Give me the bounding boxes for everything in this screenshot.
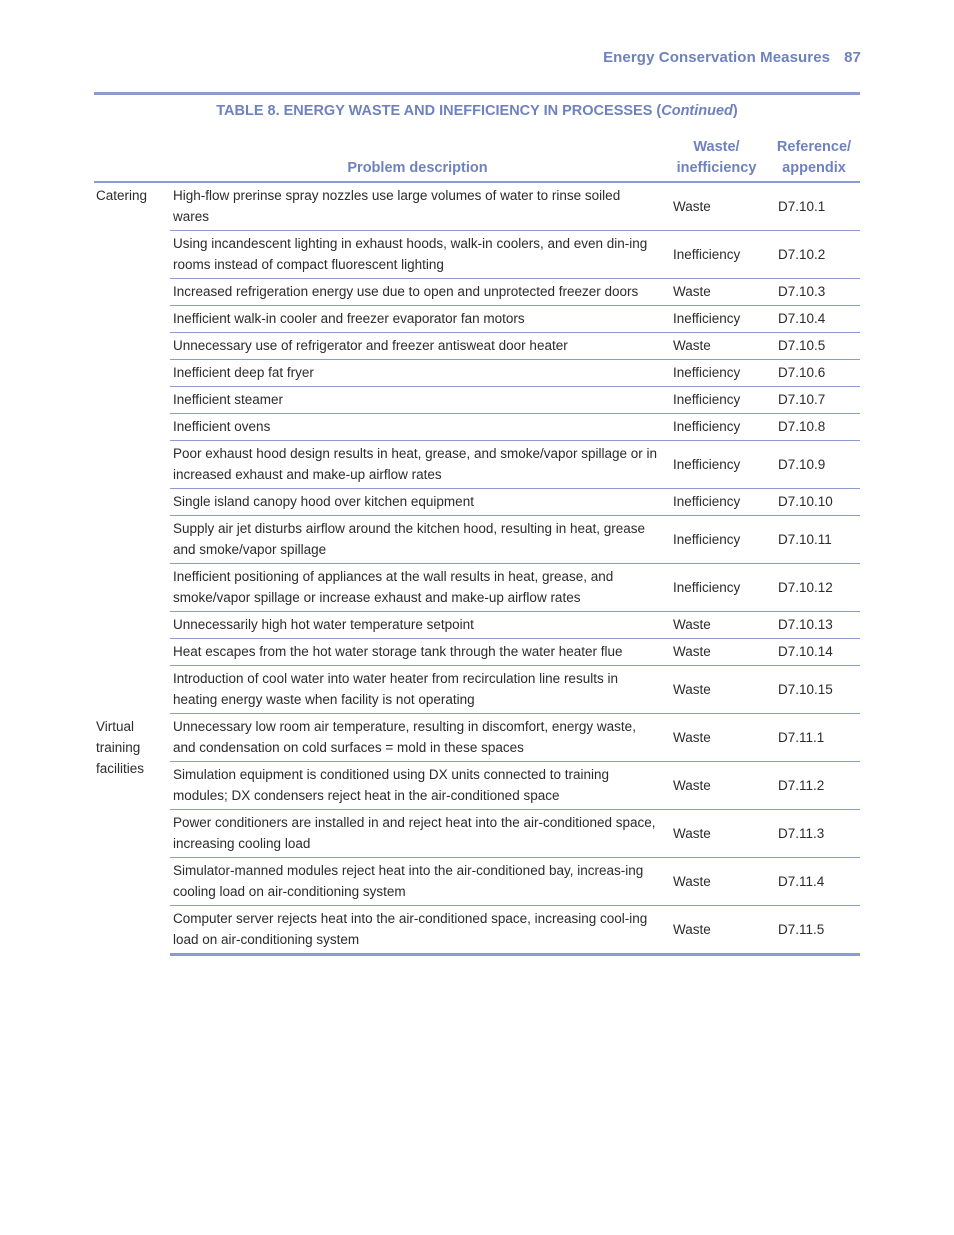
header-problem-description: Problem description: [170, 129, 665, 182]
problem-cell: Simulator-manned modules reject heat into the air-conditioned bay, increas-ing cooling load on air-conditioning system: [170, 858, 665, 906]
table-row: [94, 414, 860, 441]
type-cell: Waste: [665, 639, 768, 666]
reference-cell: D7.10.11: [768, 516, 860, 564]
energy-waste-table: [94, 129, 860, 956]
reference-cell: D7.11.1: [768, 714, 860, 762]
problem-cell: Introduction of cool water into water heater from recirculation line results in heating energy waste when facility is not operating: [170, 666, 665, 714]
reference-cell: D7.11.5: [768, 906, 860, 955]
reference-cell: D7.10.1: [768, 182, 860, 231]
reference-cell: D7.10.5: [768, 333, 860, 360]
reference-cell: D7.11.4: [768, 858, 860, 906]
table-body: [94, 182, 860, 955]
table-top-rule: [94, 92, 860, 95]
type-cell: Inefficiency: [665, 306, 768, 333]
table-row: [94, 279, 860, 306]
reference-cell: D7.10.12: [768, 564, 860, 612]
type-cell: Waste: [665, 810, 768, 858]
table-row: [94, 906, 860, 955]
type-cell: Inefficiency: [665, 231, 768, 279]
problem-cell: Power conditioners are installed in and reject heat into the air-conditioned space, increasing cooling load: [170, 810, 665, 858]
type-cell: Waste: [665, 666, 768, 714]
reference-cell: D7.10.13: [768, 612, 860, 639]
table-row: [94, 666, 860, 714]
problem-cell: Simulation equipment is conditioned using DX units connected to training modules; DX condensers reject heat in the air-conditioned space: [170, 762, 665, 810]
type-cell: Waste: [665, 906, 768, 955]
table-row: [94, 612, 860, 639]
table-row: [94, 810, 860, 858]
header-waste-inefficiency: [665, 129, 768, 182]
page-number: 87: [844, 49, 861, 66]
problem-cell: Inefficient positioning of appliances at the wall results in heat, grease, and smoke/vapor spillage or increase exhaust and make-up airflow rates: [170, 564, 665, 612]
reference-cell: D7.10.6: [768, 360, 860, 387]
table-row: [94, 306, 860, 333]
type-cell: Waste: [665, 612, 768, 639]
reference-cell: D7.10.4: [768, 306, 860, 333]
caption-prefix: TABLE 8. ENERGY WASTE AND INEFFICIENCY IN PROCESSES (: [216, 103, 662, 119]
problem-cell: Inefficient ovens: [170, 414, 665, 441]
running-head-title: Energy Conservation Measures: [603, 49, 831, 66]
reference-cell: D7.10.14: [768, 639, 860, 666]
header-reference-appendix: [768, 129, 860, 182]
reference-cell: D7.10.9: [768, 441, 860, 489]
table-caption: [94, 103, 860, 129]
problem-cell: Inefficient walk-in cooler and freezer evaporator fan motors: [170, 306, 665, 333]
type-cell: Waste: [665, 333, 768, 360]
reference-cell: D7.10.15: [768, 666, 860, 714]
header-ref-line2: appendix: [782, 160, 846, 176]
header-category: [94, 129, 170, 182]
problem-cell: Increased refrigeration energy use due to open and unprotected freezer doors: [170, 279, 665, 306]
problem-cell: Heat escapes from the hot water storage tank through the water heater flue: [170, 639, 665, 666]
type-cell: Inefficiency: [665, 441, 768, 489]
type-cell: Inefficiency: [665, 360, 768, 387]
table-row: [94, 441, 860, 489]
problem-cell: Single island canopy hood over kitchen equipment: [170, 489, 665, 516]
problem-cell: High-flow prerinse spray nozzles use large volumes of water to rinse soiled wares: [170, 182, 665, 231]
table-row: [94, 333, 860, 360]
category-cell: Virtual training facilities: [96, 718, 145, 776]
reference-cell: D7.10.7: [768, 387, 860, 414]
type-cell: Waste: [665, 762, 768, 810]
reference-cell: D7.11.3: [768, 810, 860, 858]
problem-cell: Inefficient deep fat fryer: [170, 360, 665, 387]
reference-cell: D7.10.3: [768, 279, 860, 306]
header-type-line2: inefficiency: [676, 160, 757, 176]
type-cell: Inefficiency: [665, 414, 768, 441]
type-cell: Inefficiency: [665, 489, 768, 516]
type-cell: Waste: [665, 714, 768, 762]
header-type-line1: Waste/: [693, 139, 740, 155]
table-row: [94, 714, 860, 762]
problem-cell: Unnecessary use of refrigerator and freezer antisweat door heater: [170, 333, 665, 360]
table-row: [94, 516, 860, 564]
table-row: [94, 762, 860, 810]
problem-cell: Unnecessary low room air temperature, resulting in discomfort, energy waste, and condensation on cold surfaces = mold in these spaces: [170, 714, 665, 762]
problem-cell: Computer server rejects heat into the air-conditioned space, increasing cool-ing load on air-conditioning system: [170, 906, 665, 955]
type-cell: Inefficiency: [665, 564, 768, 612]
table-row: [94, 360, 860, 387]
caption-suffix: ): [732, 103, 738, 119]
table-row: [94, 387, 860, 414]
table-row: [94, 639, 860, 666]
caption-continued: Continued: [661, 103, 733, 119]
type-cell: Waste: [665, 279, 768, 306]
reference-cell: D7.10.2: [768, 231, 860, 279]
table-row: [94, 182, 860, 231]
type-cell: Waste: [665, 858, 768, 906]
problem-cell: Unnecessarily high hot water temperature setpoint: [170, 612, 665, 639]
table-container: [94, 92, 860, 956]
table-row: [94, 858, 860, 906]
table-row: [94, 231, 860, 279]
table-header-row: [94, 129, 860, 182]
header-ref-line1: Reference/: [776, 139, 852, 155]
reference-cell: D7.10.8: [768, 414, 860, 441]
running-head: [603, 49, 861, 66]
problem-cell: Using incandescent lighting in exhaust hoods, walk-in coolers, and even din-ing rooms instead of compact fluorescent lighting: [170, 231, 665, 279]
type-cell: Inefficiency: [665, 516, 768, 564]
problem-cell: Poor exhaust hood design results in heat, grease, and smoke/vapor spillage or in increased exhaust and make-up airflow rates: [170, 441, 665, 489]
type-cell: Waste: [665, 182, 768, 231]
reference-cell: D7.11.2: [768, 762, 860, 810]
table-row: [94, 489, 860, 516]
reference-cell: D7.10.10: [768, 489, 860, 516]
problem-cell: Supply air jet disturbs airflow around the kitchen hood, resulting in heat, grease and smoke/vapor spillage: [170, 516, 665, 564]
type-cell: Inefficiency: [665, 387, 768, 414]
table-row: [94, 564, 860, 612]
problem-cell: Inefficient steamer: [170, 387, 665, 414]
category-cell: Catering: [96, 188, 148, 203]
